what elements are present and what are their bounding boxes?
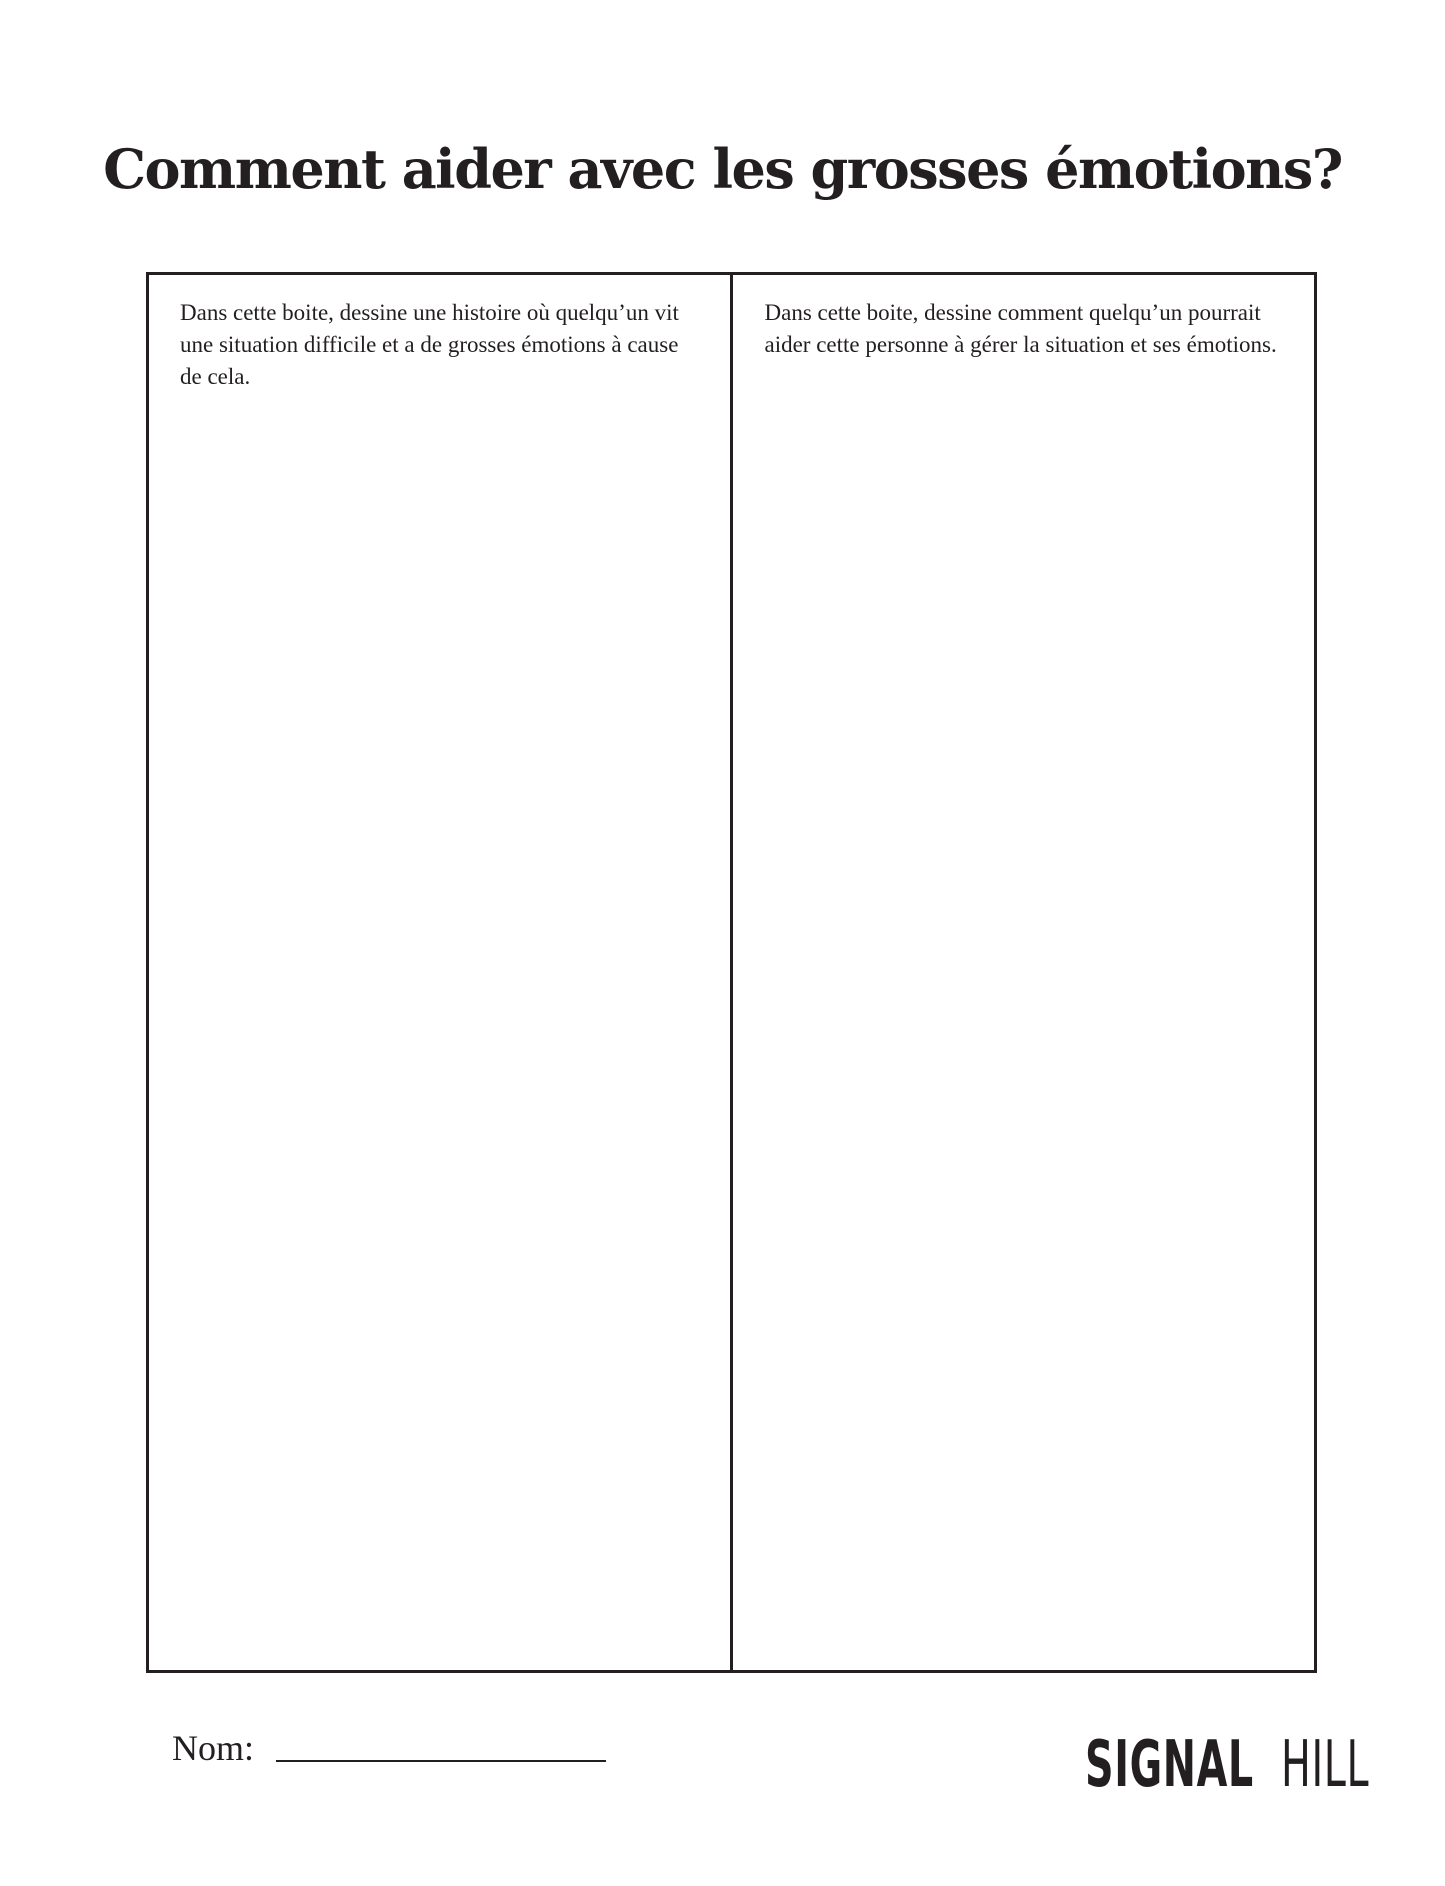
drawing-box-help[interactable] (733, 275, 1315, 1670)
name-label: Nom: (172, 1728, 255, 1768)
box-instruction-problem: Dans cette boite, dessine une histoire où quelqu’un vit une situation difficile et a de grosses émotions à cause de cela. (180, 300, 679, 389)
drawing-box-problem[interactable] (149, 275, 733, 1670)
logo-text-hill: HILL (1281, 1728, 1370, 1802)
drawing-boxes (146, 272, 1317, 1673)
signal-hill-logo (1085, 1728, 1371, 1802)
name-field (172, 1727, 606, 1769)
box-instruction-help: Dans cette boite, dessine comment quelqu’un pourrait aider cette personne à gérer la situation et ses émotions. (764, 300, 1277, 357)
name-blank-line[interactable] (276, 1760, 606, 1762)
logo-text-signal: SIGNAL (1085, 1728, 1254, 1802)
page-title: Comment aider avec les grosses émotions? (103, 137, 1342, 201)
